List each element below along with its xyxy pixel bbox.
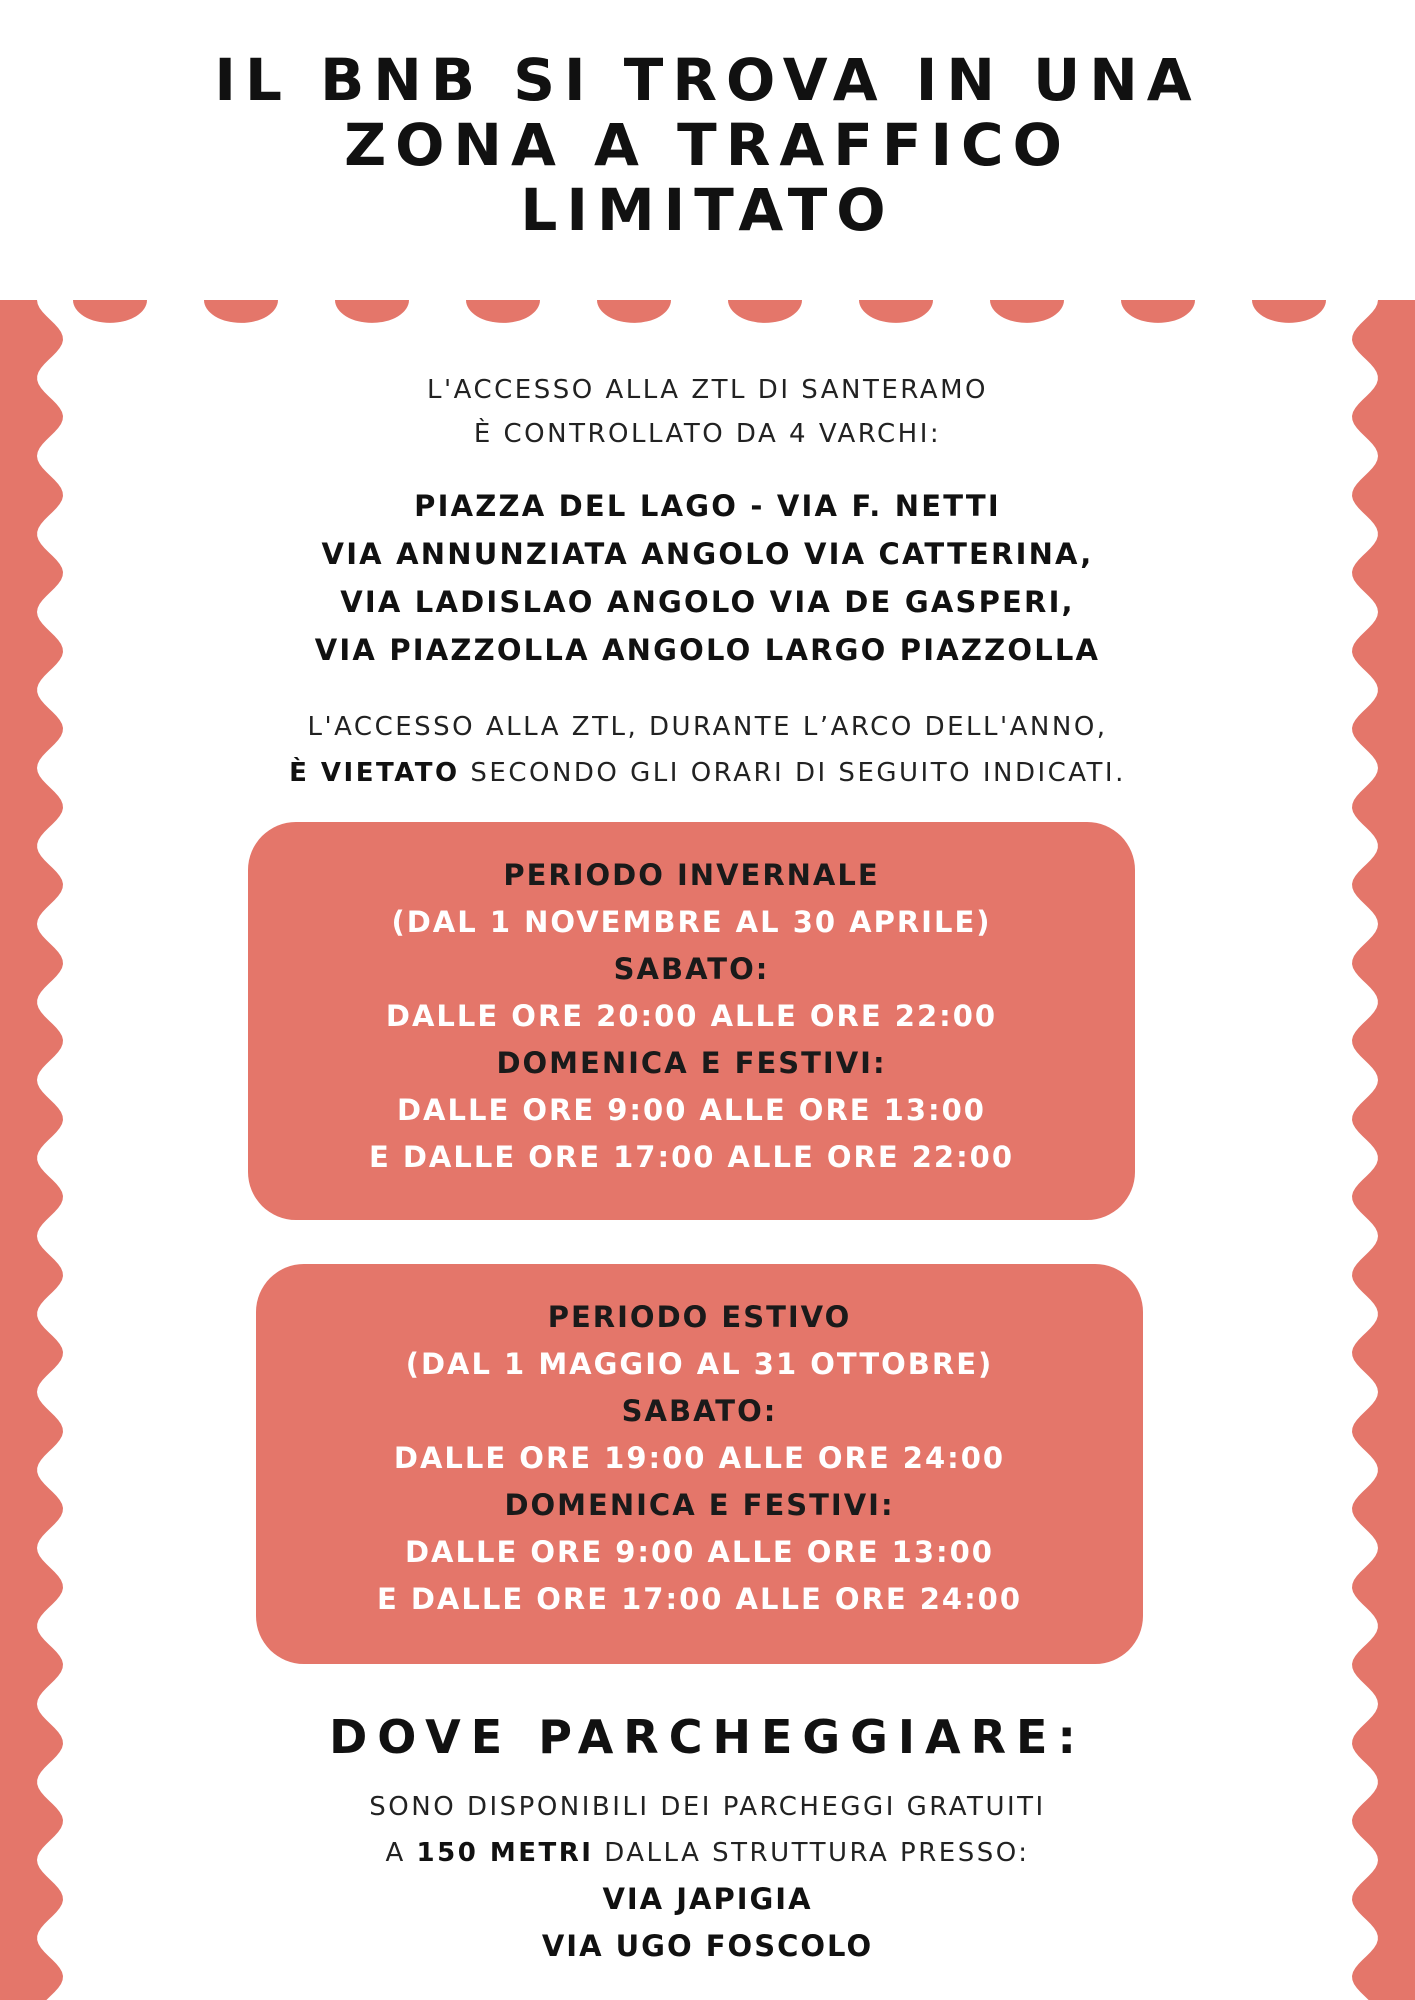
parking-prefix: A [385,1838,417,1868]
scallop-shape [1252,300,1326,323]
scallop-shape [73,300,147,323]
title-line: LIMITATO [520,176,895,244]
summer-holiday-hours: E DALLE ORE 17:00 ALLE ORE 24:00 [376,1582,1023,1616]
gate-item: VIA PIAZZOLLA ANGOLO LARGO PIAZZOLLA [314,633,1101,667]
gate-item: VIA ANNUNZIATA ANGOLO VIA CATTERINA, [321,537,1094,571]
top-scallop-border [73,300,1326,323]
scallop-shape [728,300,802,323]
scallop-shape [204,300,278,323]
summer-holiday-hours: DALLE ORE 9:00 ALLE ORE 13:00 [404,1535,994,1569]
summer-holiday-label: DOMENICA E FESTIVI: [504,1488,895,1522]
winter-saturday-hours: DALLE ORE 20:00 ALLE ORE 22:00 [385,999,998,1033]
summer-period-card [256,1264,1143,1664]
winter-period-card [248,822,1135,1220]
scallop-shape [859,300,933,323]
title-line: IL BNB SI TROVA IN UNA [214,46,1201,114]
street-item: VIA UGO FOSCOLO [541,1929,874,1963]
gates-list [0,482,1415,674]
scallop-shape [335,300,409,323]
title-line: ZONA A TRAFFICO [344,111,1071,179]
summer-title: PERIODO ESTIVO [547,1300,852,1334]
access-rule [0,704,1415,796]
gate-item: PIAZZA DEL LAGO - VIA F. NETTI [414,489,1001,523]
parking-text [0,1784,1415,1876]
summer-saturday-label: SABATO: [621,1394,778,1428]
winter-saturday-label: SABATO: [613,952,770,986]
winter-holiday-label: DOMENICA E FESTIVI: [496,1046,887,1080]
rule-line-2 [0,750,1415,796]
winter-title: PERIODO INVERNALE [503,858,880,892]
parking-line-1: SONO DISPONIBILI DEI PARCHEGGI GRATUITI [369,1792,1046,1822]
scallop-shape [597,300,671,323]
rule-rest: SECONDO GLI ORARI DI SEGUITO INDICATI. [459,758,1126,788]
parking-line-2 [0,1830,1415,1876]
rule-line-1: L'ACCESSO ALLA ZTL, DURANTE L’ARCO DELL'ANNO, [307,712,1108,742]
gate-item: VIA LADISLAO ANGOLO VIA DE GASPERI, [340,585,1075,619]
summer-saturday-hours: DALLE ORE 19:00 ALLE ORE 24:00 [393,1441,1006,1475]
winter-holiday-hours: DALLE ORE 9:00 ALLE ORE 13:00 [396,1093,986,1127]
street-item: VIA JAPIGIA [602,1882,813,1916]
parking-distance: 150 METRI [416,1838,594,1868]
winter-holiday-hours: E DALLE ORE 17:00 ALLE ORE 22:00 [368,1140,1015,1174]
parking-title: DOVE PARCHEGGIARE: [329,1710,1086,1764]
winter-dates: (DAL 1 NOVEMBRE AL 30 APRILE) [391,905,992,939]
intro-line: L'ACCESSO ALLA ZTL DI SANTERAMO [427,375,988,405]
page-title [0,48,1415,243]
scallop-shape [466,300,540,323]
scallop-shape [990,300,1064,323]
parking-rest: DALLA STRUTTURA PRESSO: [593,1838,1030,1868]
parking-streets [0,1876,1415,1970]
summer-dates: (DAL 1 MAGGIO AL 31 OTTOBRE) [405,1347,994,1381]
scallop-shape [1121,300,1195,323]
rule-emphasis: È VIETATO [289,758,460,788]
intro-text [0,368,1415,456]
intro-line: È CONTROLLATO DA 4 VARCHI: [473,419,942,449]
